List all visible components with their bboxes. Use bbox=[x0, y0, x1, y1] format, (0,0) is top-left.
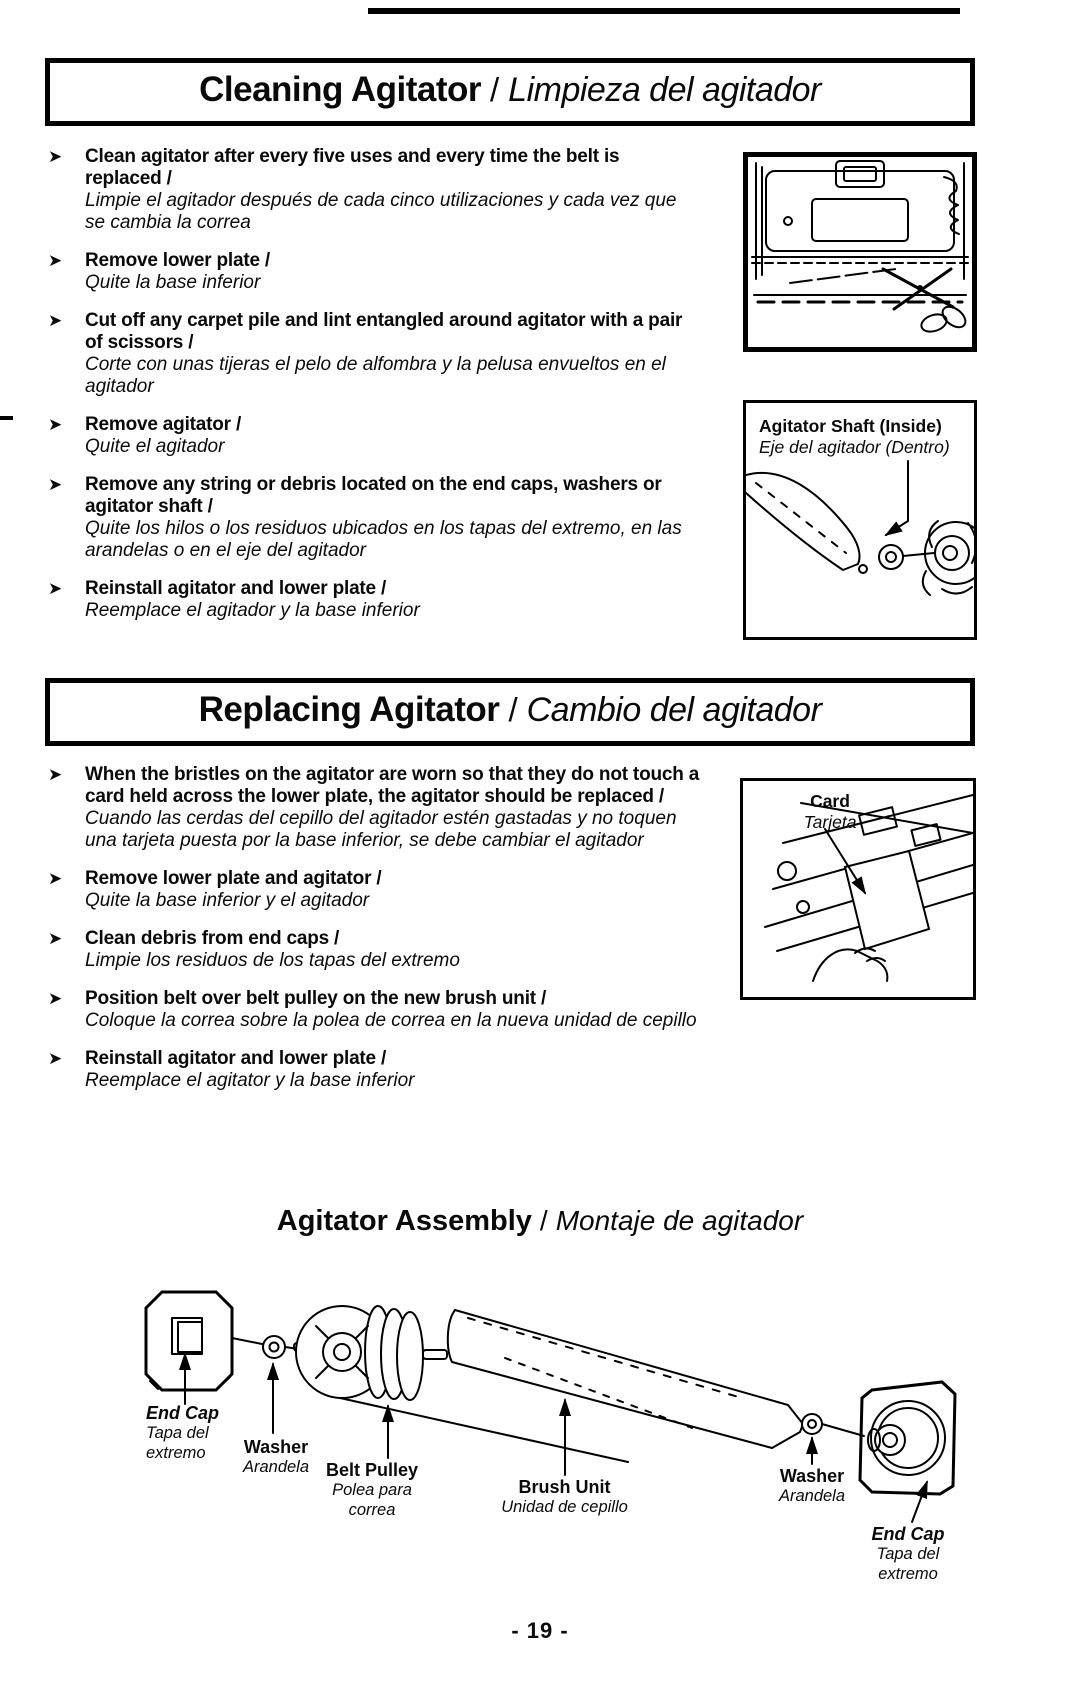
part-label-end-cap-left bbox=[146, 1403, 238, 1463]
instruction-en: Remove agitator / bbox=[85, 414, 242, 435]
assembly-title-es: Montaje de agitador bbox=[555, 1205, 804, 1236]
instruction-en: Remove any string or debris located on the end caps, washers or agitator shaft / bbox=[85, 474, 662, 517]
instruction-en: Clean debris from end caps / bbox=[85, 928, 340, 949]
part-name-en: Brush Unit bbox=[518, 1477, 611, 1497]
instruction-item bbox=[48, 928, 708, 972]
instruction-es: Cuando las cerdas del cepillo del agitador estén gastadas y no toquen una tarjeta puesta por la base inferior, se debe cambiar el agitador bbox=[85, 808, 677, 851]
part-label-washer-right bbox=[762, 1466, 862, 1506]
section-title-en: Replacing Agitator bbox=[198, 690, 500, 729]
bullet-arrow-icon: ➤ bbox=[48, 989, 63, 1008]
section-title-es: Cambio del agitador bbox=[526, 691, 822, 729]
instruction-item bbox=[48, 1048, 708, 1092]
part-name-es: Arandela bbox=[778, 1487, 846, 1505]
instruction-es: Quite los hilos o los residuos ubicados en los tapas del extremo, en las arandelas o en el eje del agitador bbox=[85, 518, 682, 561]
instruction-es: Reemplace el agitator y la base inferior bbox=[85, 1070, 415, 1091]
title-separator: / bbox=[490, 71, 500, 108]
figure-agitator-shaft bbox=[743, 400, 977, 640]
instruction-es: Coloque la correa sobre la polea de correa en la nueva unidad de cepillo bbox=[85, 1010, 697, 1031]
figure-scissors-lint bbox=[743, 152, 977, 352]
instruction-item bbox=[48, 578, 696, 622]
part-name-en: End Cap bbox=[871, 1524, 945, 1544]
instruction-es: Corte con unas tijeras el pelo de alfombra y la pelusa envueltos en el agitador bbox=[85, 354, 666, 397]
part-label-end-cap-right bbox=[858, 1524, 958, 1584]
bullet-arrow-icon: ➤ bbox=[48, 311, 63, 330]
bullet-arrow-icon: ➤ bbox=[48, 929, 63, 948]
section-title-en: Cleaning Agitator bbox=[199, 70, 481, 109]
part-name-en: Belt Pulley bbox=[325, 1460, 419, 1480]
instruction-en: Position belt over belt pulley on the new brush unit / bbox=[85, 988, 547, 1009]
instruction-item bbox=[48, 988, 708, 1032]
section-header-replacing bbox=[45, 678, 975, 746]
instruction-es: Reemplace el agitador y la base inferior bbox=[85, 600, 420, 621]
instruction-item bbox=[48, 310, 696, 398]
instruction-item bbox=[48, 474, 696, 562]
cleaning-instructions bbox=[48, 146, 696, 638]
part-name-en: Washer bbox=[779, 1466, 845, 1486]
page-number: - 19 - bbox=[511, 1618, 569, 1643]
figure-card-test bbox=[740, 778, 976, 1000]
instruction-en: Remove lower plate / bbox=[85, 250, 271, 271]
bullet-arrow-icon: ➤ bbox=[48, 251, 63, 270]
scan-artifact-top bbox=[368, 8, 960, 14]
instruction-es: Quite la base inferior bbox=[85, 272, 261, 293]
bullet-arrow-icon: ➤ bbox=[48, 1049, 63, 1068]
bullet-arrow-icon: ➤ bbox=[48, 475, 63, 494]
title-separator: / bbox=[539, 1205, 548, 1236]
vacuum-scissors-illustration bbox=[748, 157, 972, 347]
instruction-item bbox=[48, 250, 696, 294]
figure-shaft-label-en: Agitator Shaft (Inside) bbox=[759, 416, 942, 436]
instruction-en: Clean agitator after every five uses and every time the belt is replaced / bbox=[85, 146, 620, 189]
instruction-es: Quite el agitador bbox=[85, 436, 225, 457]
instruction-item bbox=[48, 146, 696, 234]
instruction-item bbox=[48, 868, 708, 912]
instruction-en: When the bristles on the agitator are worn so that they do not touch a card held across the lower plate, the agitator should be replaced / bbox=[85, 764, 700, 807]
part-name-es: Polea para correa bbox=[332, 1481, 412, 1519]
instruction-item bbox=[48, 414, 696, 458]
instruction-en: Reinstall agitator and lower plate / bbox=[85, 1048, 387, 1069]
part-name-es: Unidad de cepillo bbox=[501, 1498, 628, 1516]
part-name-es: Arandela bbox=[242, 1458, 310, 1476]
part-label-brush-unit bbox=[462, 1477, 667, 1517]
bullet-arrow-icon: ➤ bbox=[48, 147, 63, 166]
instruction-es: Limpie el agitador después de cada cinco utilizaciones y cada vez que se cambia la correa bbox=[85, 190, 677, 233]
instruction-item bbox=[48, 764, 708, 852]
figure-shaft-label-es: Eje del agitador (Dentro) bbox=[759, 437, 950, 457]
scan-artifact-left bbox=[0, 416, 13, 420]
figure-card-label-es: Tarjeta bbox=[803, 812, 857, 832]
bullet-arrow-icon: ➤ bbox=[48, 579, 63, 598]
instruction-en: Remove lower plate and agitator / bbox=[85, 868, 382, 889]
section-title-es: Limpieza del agitador bbox=[508, 71, 821, 109]
section-header-cleaning bbox=[45, 58, 975, 126]
bullet-arrow-icon: ➤ bbox=[48, 415, 63, 434]
title-separator: / bbox=[508, 691, 518, 728]
instruction-es: Limpie los residuos de los tapas del extremo bbox=[85, 950, 460, 971]
part-name-es: Tapa del extremo bbox=[876, 1545, 940, 1583]
part-label-belt-pulley bbox=[308, 1460, 436, 1520]
part-name-en: End Cap bbox=[146, 1403, 220, 1423]
instruction-es: Quite la base inferior y el agitador bbox=[85, 890, 370, 911]
part-name-en: Washer bbox=[243, 1437, 309, 1457]
bullet-arrow-icon: ➤ bbox=[48, 869, 63, 888]
part-name-es: Tapa del extremo bbox=[146, 1424, 209, 1462]
replacing-instructions bbox=[48, 764, 708, 1108]
bullet-arrow-icon: ➤ bbox=[48, 765, 63, 784]
instruction-en: Reinstall agitator and lower plate / bbox=[85, 578, 387, 599]
assembly-title-en: Agitator Assembly bbox=[276, 1205, 532, 1237]
instruction-en: Cut off any carpet pile and lint entangled around agitator with a pair of scissors / bbox=[85, 310, 683, 353]
figure-card-label-en: Card bbox=[810, 791, 850, 811]
